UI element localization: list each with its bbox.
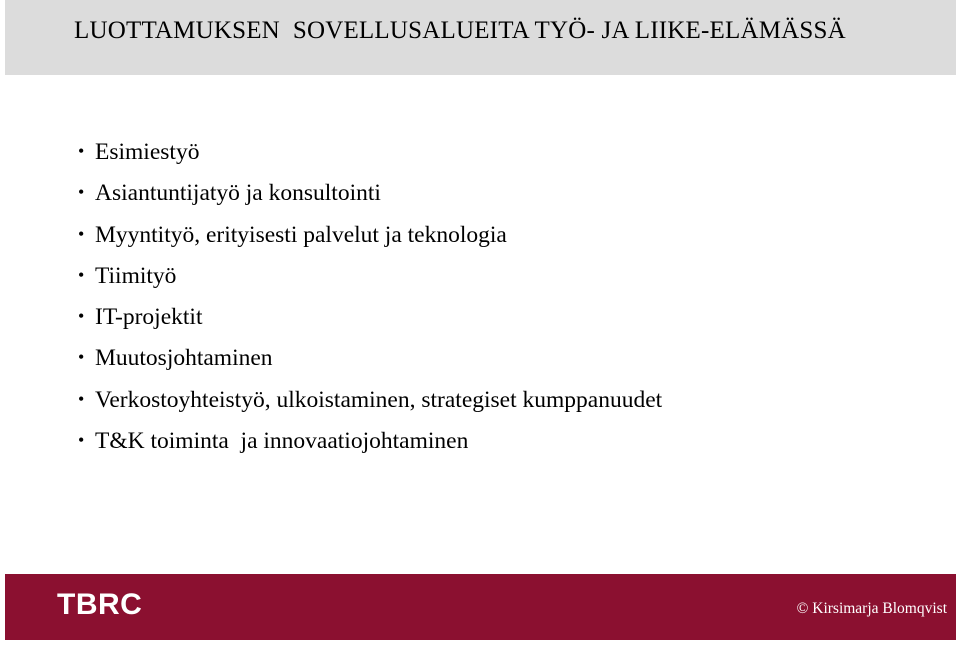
list-item [78,139,662,180]
list-item [78,222,662,263]
list-item [78,345,662,386]
list-item-text: T&K toiminta ja innovaatiojohtaminen [95,428,469,455]
slide-title: LUOTTAMUKSEN SOVELLUSALUEITA TYÖ- JA LIIKE-ELÄMÄSSÄ [74,17,846,44]
bullet-icon: • [78,264,85,285]
list-item [78,263,662,304]
bullet-list [78,139,662,469]
list-item [78,428,662,469]
list-item-text: Esimiestyö [95,139,200,165]
bullet-icon: • [78,141,85,161]
list-item-text: IT-projektit [95,304,203,331]
list-item [78,304,662,345]
bullet-icon: • [78,306,85,327]
list-item-text: Muutosjohtaminen [95,345,273,372]
bullet-icon: • [78,223,85,244]
list-item [78,387,662,428]
bullet-icon: • [78,388,85,409]
tbrc-logo: TBRC [57,588,143,621]
title-band [5,0,956,75]
list-item-text: Myyntityö, erityisesti palvelut ja teknologia [95,221,507,248]
bullet-icon: • [78,182,85,203]
list-item [78,180,662,221]
copyright-notice: © Kirsimarja Blomqvist [796,600,947,617]
list-item-text: Tiimityö [95,262,177,289]
bullet-icon: • [78,430,85,451]
bullet-icon: • [78,347,85,368]
footer-band [5,574,956,640]
list-item-text: Asiantuntijatyö ja konsultointi [95,180,381,207]
list-item-text: Verkostoyhteistyö, ulkoistaminen, strategiset kumppanuudet [95,386,663,413]
